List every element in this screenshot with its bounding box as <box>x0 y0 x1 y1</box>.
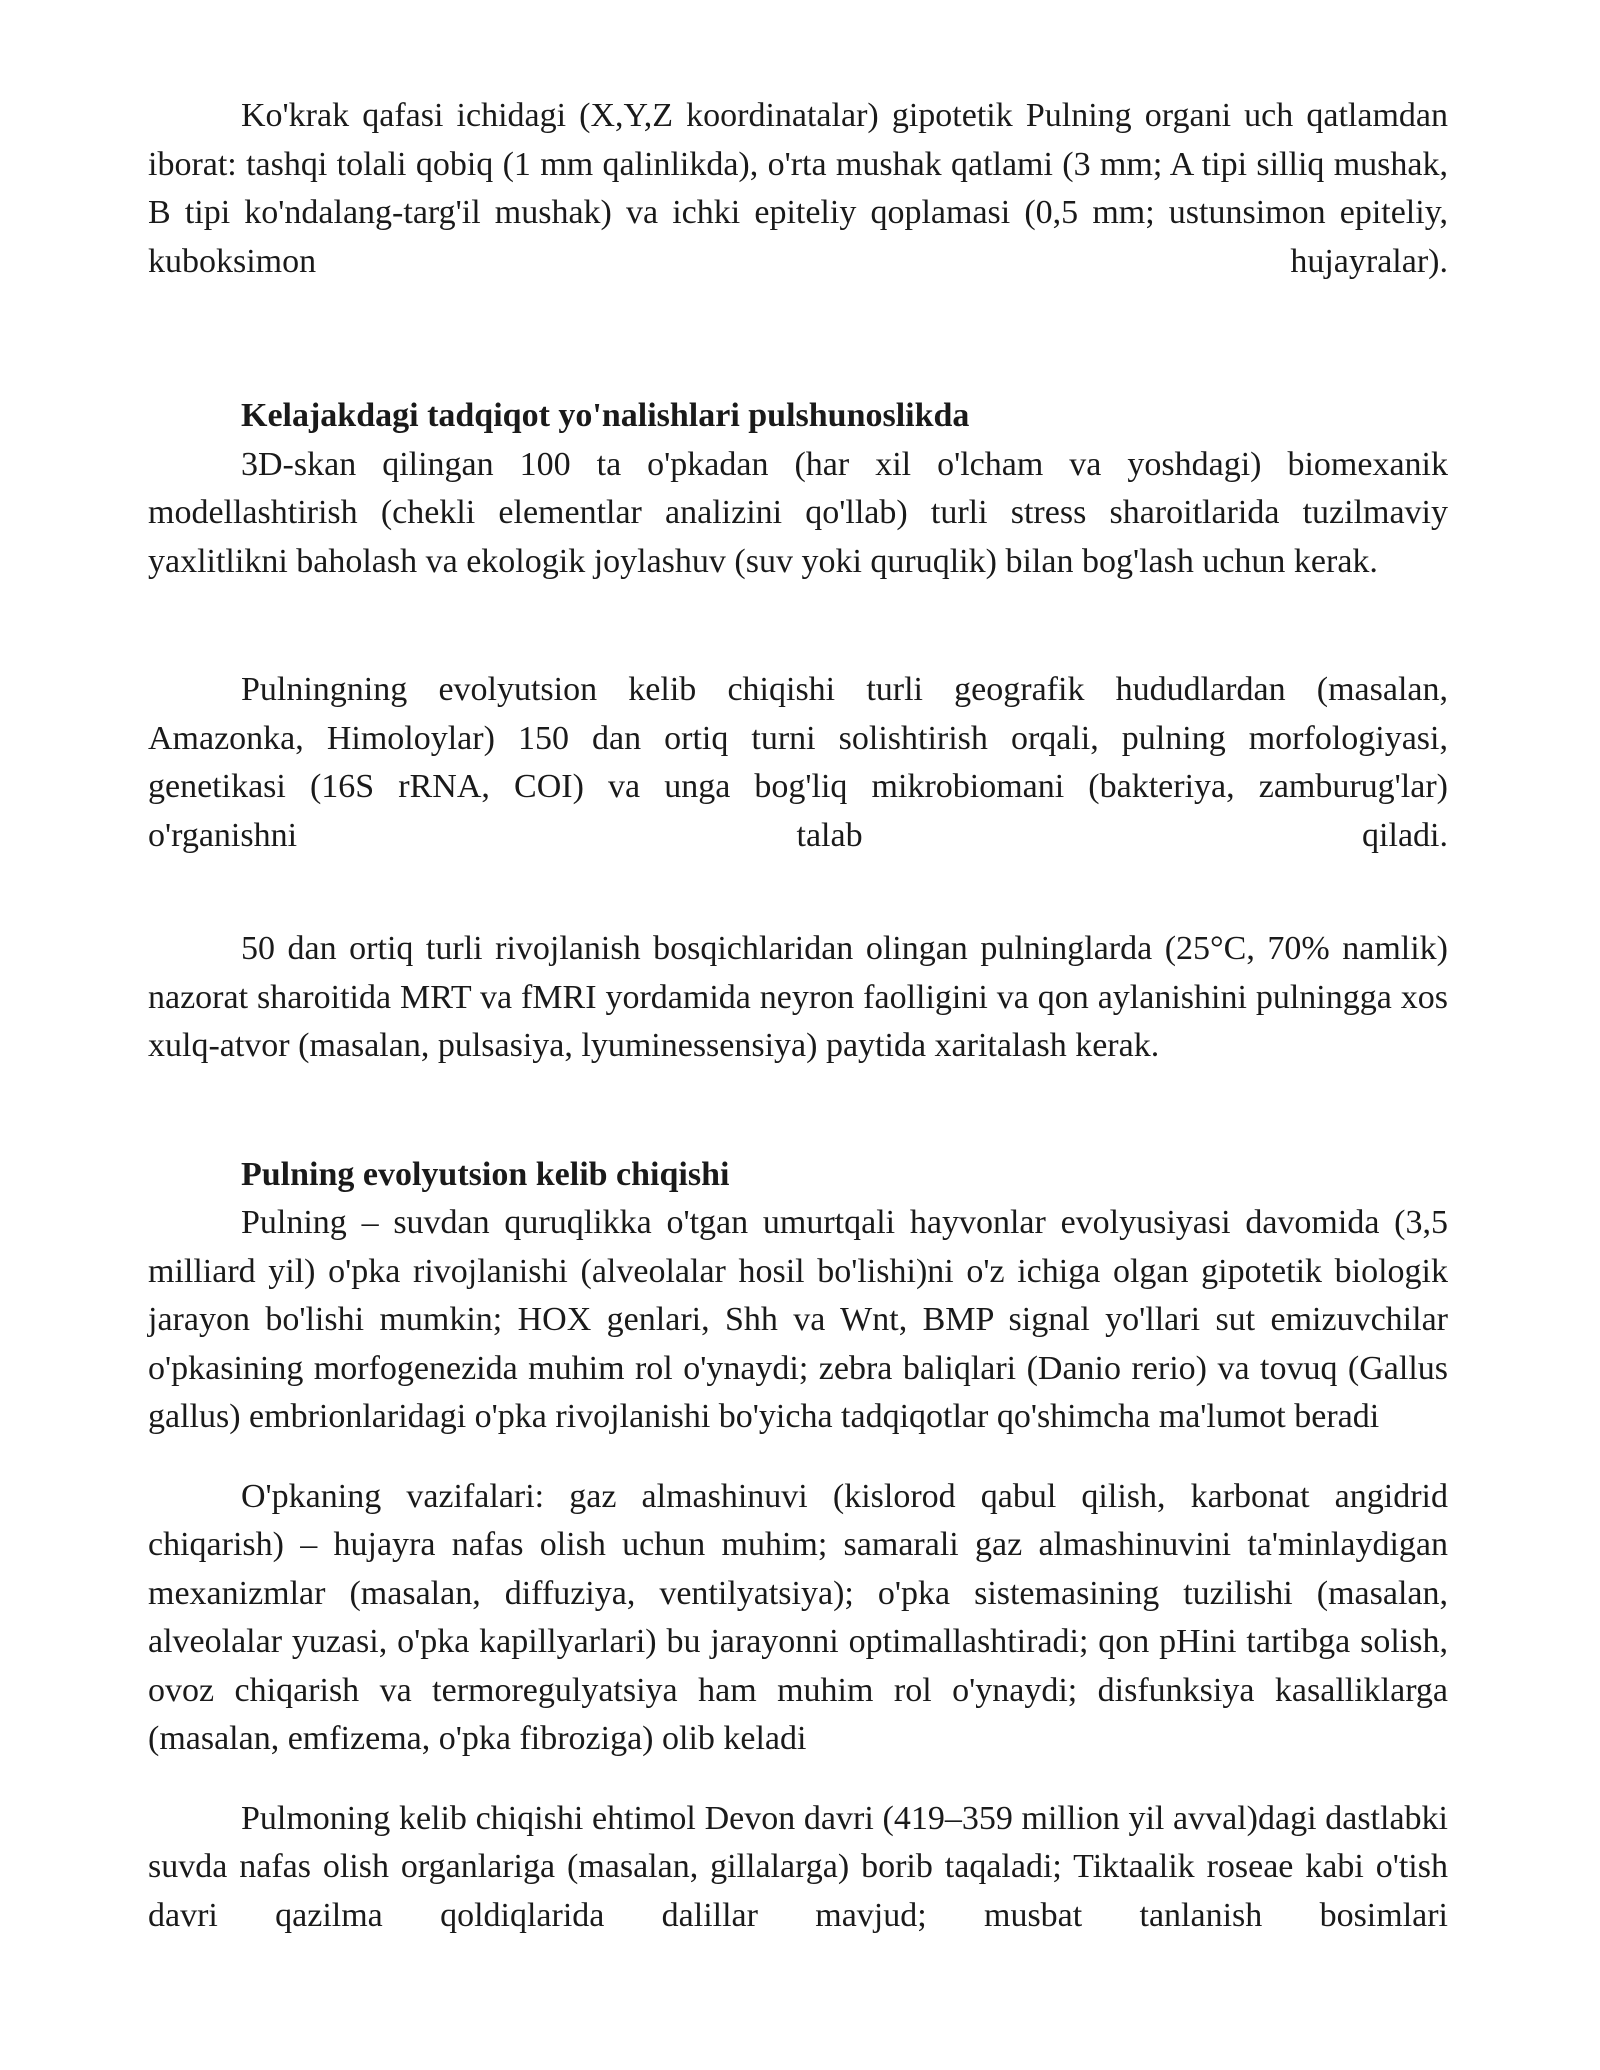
paragraph-biomechanical-modeling: 3D-skan qilingan 100 ta o'pkadan (har xil o'lcham va yoshdagi) biomexanik modellashtirish (chekli elementlar analizini qo'llab) turli stress sharoitlarida tuzilmaviy yaxlitlikni baholash va ekologik joylashuv (suv yoki quruqlik) bilan bog'lash uchun kerak. <box>148 445 1448 580</box>
paragraph-lung-functions: O'pkaning vazifalari: gaz almashinuvi (kislorod qabul qilish, karbonat angidrid chiqarish) – hujayra nafas olish uchun muhim; samarali gaz almashinuvini ta'minlaydigan mexanizmlar (masalan, diffuziya, ventilyatsiya); o'pka sistemasining tuzilishi (masalan, alveolalar yuzasi, o'pka kapillyarlari) bu jarayonni optimallashtiradi; qon pHini tartibga solish, ovoz chiqarish va termoregulyatsiya ham muhim rol o'ynaydi; disfunksiya kasalliklarga (masalan, emfizema, o'pka fibroziga) olib keladi <box>148 1477 1448 1757</box>
document-page <box>148 92 1448 1940</box>
heading-future-research: Kelajakdagi tadqiqot yo'nalishlari pulshunoslikda <box>241 397 970 434</box>
paragraph-anatomy: Ko'krak qafasi ichidagi (X,Y,Z koordinatalar) gipotetik Pulning organi uch qatlamdan iborat: tashqi tolali qobiq (1 mm qalinlikda), o'rta mushak qatlami (3 mm; A tipi silliq mushak, B tipi ko'ndalang-targ'il mushak) va ichki epiteliy qoplamasi (0,5 mm; ustunsimon epiteliy, kuboksimon hujayralar). <box>148 97 1448 280</box>
paragraph-evolutionary-origin: Pulningning evolyutsion kelib chiqishi turli geografik hududlardan (masalan, Amazonka, Himoloylar) 150 dan ortiq turni solishtirish orqali, pulning morfologiyasi, genetikasi (16S rRNA, COI) va unga bog'liq mikrobiomani (bakteriya, zamburug'lar) o'rganishni talab qiladi. <box>148 671 1448 854</box>
paragraph-lung-development: Pulning – suvdan quruqlikka o'tgan umurtqali hayvonlar evolyusiyasi davomida (3,5 milliard yil) o'pka rivojlanishi (alveolalar hosil bo'lishi)ni o'z ichiga olgan gipotetik biologik jarayon bo'lishi mumkin; HOX genlari, Shh va Wnt, BMP signal yo'llari sut emizuvchilar o'pkasining morfogenezida muhim rol o'ynaydi; zebra baliqlari (Danio rerio) va tovuq (Gallus gallus) embrionlaridagi o'pka rivojlanishi bo'yicha tadqiqotlar qo'shimcha ma'lumot beradi <box>148 1204 1448 1435</box>
heading-evolutionary-origin: Pulning evolyutsion kelib chiqishi <box>241 1155 730 1193</box>
paragraph-neuron-activity: 50 dan ortiq turli rivojlanish bosqichlaridan olingan pulninglarda (25°C, 70% namlik) nazorat sharoitida MRT va fMRI yordamida neyron faolligini va qon aylanishini pulningga xos xulq-atvor (masalan, pulsasiya, lyuminessensiya) paytida xaritalash kerak. <box>148 930 1448 1064</box>
paragraph-pulmo-origin: Pulmoning kelib chiqishi ehtimol Devon davri (419–359 million yil avval)dagi dastlabki suvda nafas olish organlariga (masalan, gillalarga) borib taqaladi; Tiktaalik roseae kabi o'tish davri qazilma qoldiqlarida dalillar mavjud; musbat tanlanish bosimlari <box>148 1799 1448 1934</box>
